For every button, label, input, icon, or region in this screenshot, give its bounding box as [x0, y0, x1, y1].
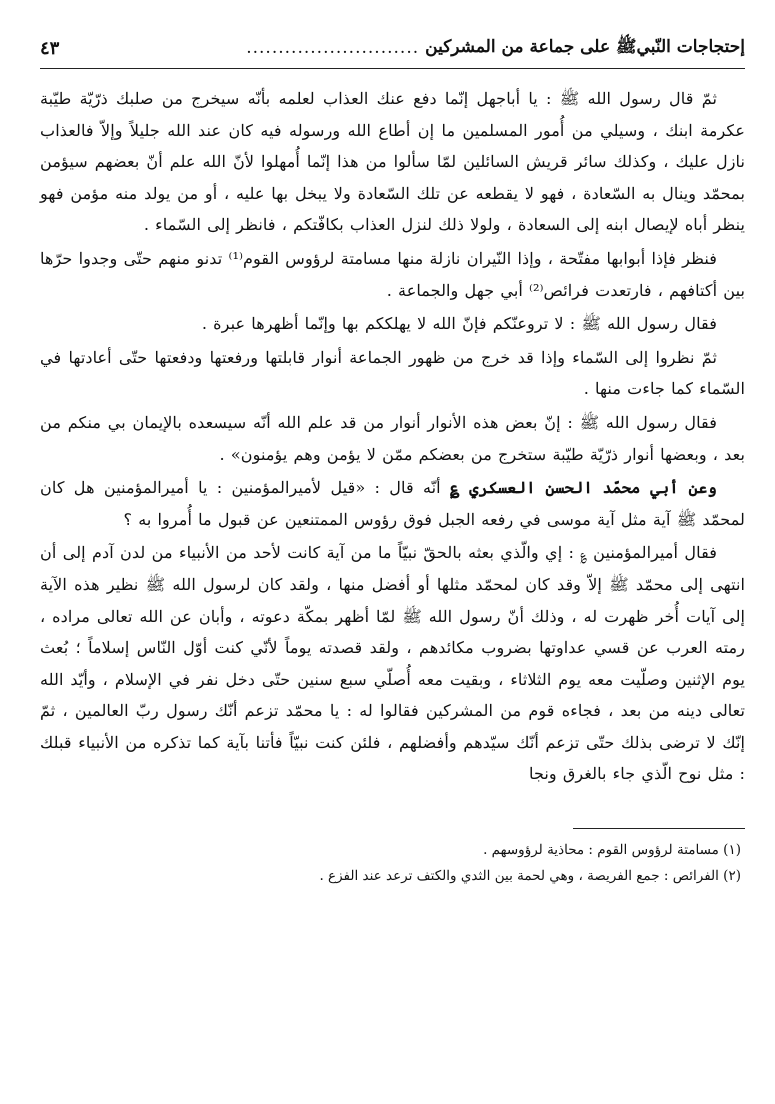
leader-dots: ...........................: [246, 38, 420, 58]
paragraph-3: فقال رسول الله ﷺ : لا تروعنّكم فإنّ الله لا يهلككم بها وإنّما أظهرها عبرة .: [201, 314, 717, 334]
footnotes: [40, 837, 745, 889]
paragraph-6: [40, 472, 745, 535]
page-number: ٤٣: [40, 37, 60, 59]
footnote-1: (١) مسامتة لرؤوس القوم : محاذية لرؤوسهم .: [483, 842, 741, 859]
running-header: [40, 28, 745, 69]
paragraph-7: فقال أميرالمؤمنين ؏ : إي والّذي بعثه بالحقّ نبيّاً ما من آية كانت لأحد من الأنبياء من لدن آدم إلى أن انتهى إلى محمّد ﷺ إلاّ وقد كان لمحمّد مثلها أو أفضل منها ، ولقد كان لرسول الله ﷺ نظير هذه الآية إلى آيات أُخر ظهرت له ، وذلك أنّ رسول الله ﷺ لمّا أظهر بمكّة دعوته ، وأبان عن الله تعالى مراده ، رمته العرب عن قسي عداوتها بضروب مكائدهم ، ولقد قصدته يوماً لأنّي كنت أوّل النّاس إسلاماً ؛ بُعث يوم الإثنين وصلّيت معه يوم الثلاثاء ، وبقيت معه أُصلّي سبع سنين حتّى دخل نفر في الإسلام ، وأيّد الله تعالى دينه من بعد ، فجاءه قوم من المشركين فقالوا له : يا محمّد تزعم أنّك رسول ربّ العالمين ، ثمّ إنّك لا ترضى بذلك حتّى تزعم أنّك سيّدهم وأفضلهم ، فلئن كنت نبيّاً فأتنا بآية كما تذكره من الأنبياء قبلك : مثل نوح الّذي جاء بالغرق ونجا: [40, 543, 745, 784]
narration-source: وعن أبي محمّد الحسن العسكري ؏: [449, 478, 717, 498]
paragraph-4: ثمّ نظروا إلى السّماء وإذا قد خرج من ظهور الجماعة أنوار قابلتها ورفعتها ودفعتها حتّى أعادتها في السّماء كما جاءت منها .: [40, 347, 745, 399]
footnote-divider: [573, 828, 745, 829]
running-title: إحتجاجات النّبيﷺ على جماعة من المشركين: [425, 36, 745, 57]
paragraph-1: ثمّ قال رسول الله ﷺ : يا أباجهل إنّما دفع عنك العذاب لعلمه بأنّه سيخرج من صلبك ذرّيّة طيّبة عكرمة ابنك ، وسيلي من أُمور المسلمين ما إن أطاع الله ورسوله فيه كان عند الله جليلاً وإلاّ فالعذاب نازل عليك ، وكذلك سائر قريش السائلين لمّا سألوا من هذا إنّما أُمهلوا لأنّ الله علم أنّ بعضهم سيؤمن بمحمّد وينال به السّعادة ، فهو لا يقطعه عن تلك السّعادة ولا يبخل بها عليه ، أو من يولد منه مؤمن فهو ينظر أباه لإيصال ابنه إلى السعادة ، ولولا ذلك لنزل العذاب بكافّتكم ، فانظر إلى السّماء .: [40, 89, 745, 235]
paragraph-2: فنظر فإذا أبوابها مفتّحة ، وإذا النّيران نازلة منها مسامتة لرؤوس القوم⁽¹⁾ تدنو منهم حتّى وجدوا حرّها بين أكتافهم ، فارتعدت فرائص⁽²⁾ أبي جهل والجماعة .: [40, 248, 745, 300]
main-text: [40, 83, 745, 790]
book-page: [40, 28, 745, 1088]
footnote-2: (٢) الفرائص : جمع الفريصة ، وهي لحمة بين الثدي والكتف ترعد عند الفزع .: [319, 868, 741, 885]
paragraph-6-text: أنّه قال : «قيل لأميرالمؤمنين : يا أميرالمؤمنين هل كان لمحمّد ﷺ آية مثل آية موسى في رفعه الجبل فوق رؤوس الممتنعين عن قبول ما أُمروا به ؟: [40, 478, 745, 529]
paragraph-5: فقال رسول الله ﷺ : إنّ بعض هذه الأنوار أنوار من قد علم الله أنّه سيسعده بالإيمان بي منكم من بعد ، وبعضها أنوار ذرّيّة طيّبة ستخرج من بعضكم ممّن لا يؤمن وهم يؤمنون» .: [40, 412, 745, 464]
